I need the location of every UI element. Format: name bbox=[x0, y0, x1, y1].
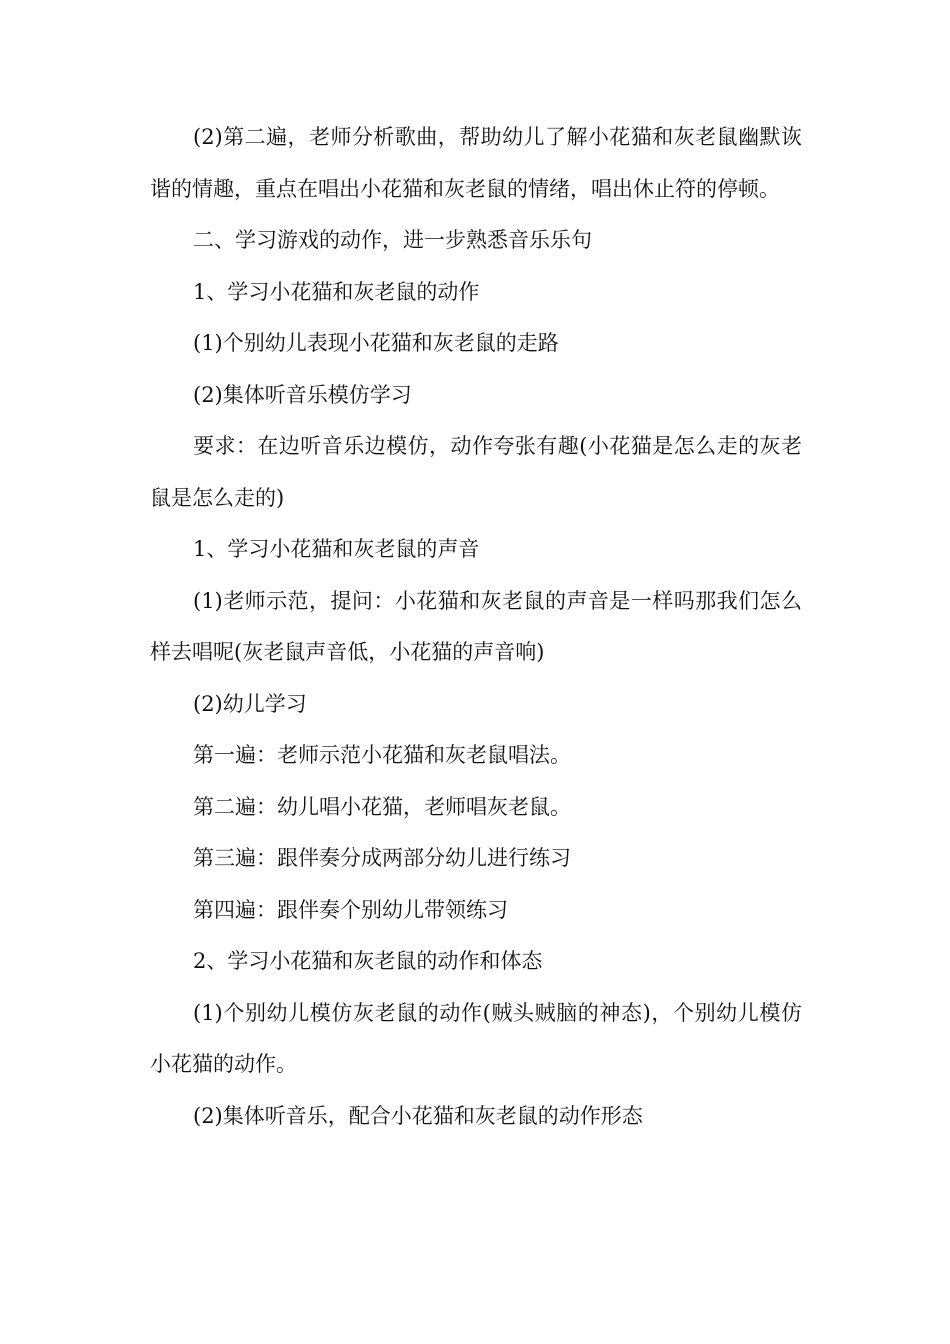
paragraph-5: (2)集体听音乐模仿学习 bbox=[193, 382, 412, 407]
paragraph-10: 第一遍：老师示范小花猫和灰老鼠唱法。 bbox=[193, 743, 571, 767]
paragraph-7: 1、学习小花猫和灰老鼠的声音 bbox=[193, 537, 480, 561]
paragraph-1: (2)第二遍，老师分析歌曲，帮助幼儿了解小花猫和灰老鼠幽默诙谐的情趣，重点在唱出小花猫和灰老鼠的情绪，唱出休止符的停顿。 bbox=[150, 125, 802, 201]
paragraph-14: 2、学习小花猫和灰老鼠的动作和体态 bbox=[193, 949, 543, 973]
paragraph-4: (1)个别幼儿表现小花猫和灰老鼠的走路 bbox=[193, 331, 559, 355]
paragraph-3: 1、学习小花猫和灰老鼠的动作 bbox=[193, 279, 480, 304]
paragraph-8: (1)老师示范，提问：小花猫和灰老鼠的声音是一样吗那我们怎么样去唱呢(灰老鼠声音低，小花猫的声音响) bbox=[150, 588, 802, 664]
paragraph-2: 二、学习游戏的动作，进一步熟悉音乐乐句 bbox=[193, 228, 592, 252]
paragraph-16: (2)集体听音乐，配合小花猫和灰老鼠的动作形态 bbox=[193, 1103, 643, 1128]
document-body bbox=[150, 112, 802, 1142]
paragraph-12: 第三遍：跟伴奏分成两部分幼儿进行练习 bbox=[193, 846, 571, 870]
paragraph-13: 第四遍：跟伴奏个别幼儿带领练习 bbox=[193, 897, 508, 922]
paragraph-15: (1)个别幼儿模仿灰老鼠的动作(贼头贼脑的神态)，个别幼儿模仿小花猫的动作。 bbox=[150, 1000, 802, 1076]
paragraph-9: (2)幼儿学习 bbox=[193, 691, 307, 716]
paragraph-6: 要求：在边听音乐边模仿，动作夸张有趣(小花猫是怎么走的灰老鼠是怎么走的) bbox=[150, 434, 802, 510]
paragraph-11: 第二遍：幼儿唱小花猫，老师唱灰老鼠。 bbox=[193, 794, 571, 819]
